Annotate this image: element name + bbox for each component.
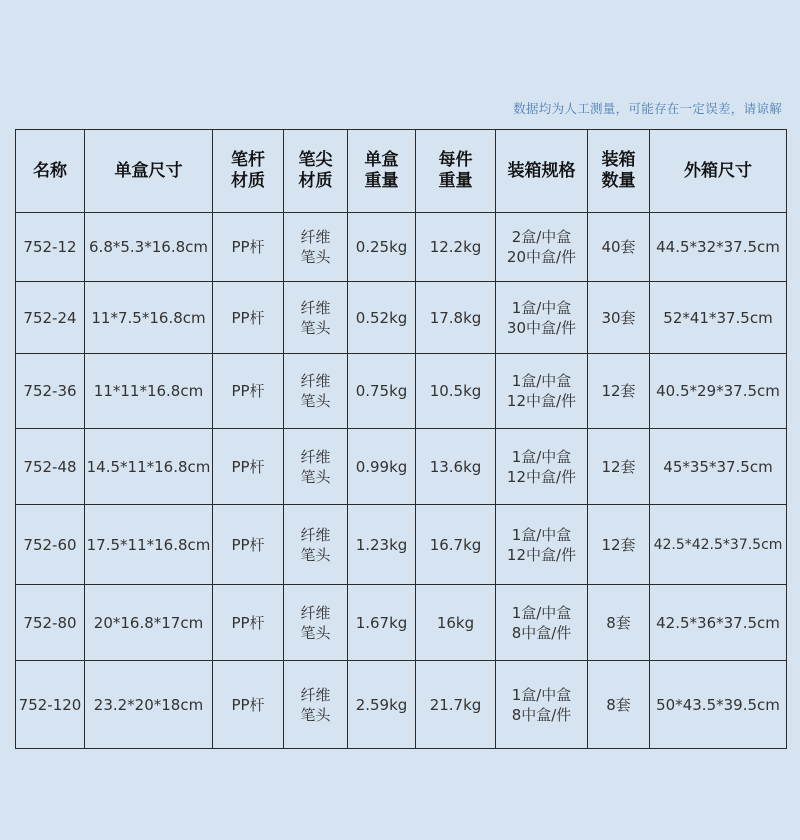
cell-box-size: 11*7.5*16.8cm (85, 282, 213, 354)
cell-carton-size: 45*35*37.5cm (650, 429, 787, 505)
cell-name: 752-80 (16, 585, 85, 661)
cell-barrel: PP杆 (213, 354, 284, 429)
cell-qty: 8套 (588, 661, 650, 749)
cell-packing: 1盒/中盒 8中盒/件 (496, 661, 588, 749)
table-row (16, 282, 787, 354)
cell-box-weight: 1.23kg (348, 505, 416, 585)
cell-box-weight: 0.52kg (348, 282, 416, 354)
cell-piece-weight: 16.7kg (416, 505, 496, 585)
header-carton-size: 外箱尺寸 (650, 130, 787, 213)
cell-carton-size: 40.5*29*37.5cm (650, 354, 787, 429)
cell-box-weight: 0.99kg (348, 429, 416, 505)
header-tip-material: 笔尖 材质 (284, 130, 348, 213)
cell-piece-weight: 21.7kg (416, 661, 496, 749)
cell-box-size: 11*11*16.8cm (85, 354, 213, 429)
header-box-size: 单盒尺寸 (85, 130, 213, 213)
cell-qty: 12套 (588, 354, 650, 429)
cell-tip: 纤维 笔头 (284, 661, 348, 749)
cell-packing: 1盒/中盒 30中盒/件 (496, 282, 588, 354)
cell-piece-weight: 12.2kg (416, 213, 496, 282)
cell-name: 752-12 (16, 213, 85, 282)
cell-box-weight: 0.25kg (348, 213, 416, 282)
table-row (16, 429, 787, 505)
cell-barrel: PP杆 (213, 429, 284, 505)
table-row (16, 354, 787, 429)
header-box-weight: 单盒 重量 (348, 130, 416, 213)
cell-packing: 1盒/中盒 12中盒/件 (496, 429, 588, 505)
cell-piece-weight: 16kg (416, 585, 496, 661)
cell-name: 752-48 (16, 429, 85, 505)
cell-tip: 纤维 笔头 (284, 585, 348, 661)
cell-piece-weight: 17.8kg (416, 282, 496, 354)
cell-qty: 30套 (588, 282, 650, 354)
cell-carton-size: 42.5*36*37.5cm (650, 585, 787, 661)
table-row (16, 505, 787, 585)
cell-barrel: PP杆 (213, 505, 284, 585)
table-row (16, 213, 787, 282)
cell-packing: 1盒/中盒 12中盒/件 (496, 505, 588, 585)
cell-box-size: 20*16.8*17cm (85, 585, 213, 661)
cell-qty: 12套 (588, 429, 650, 505)
header-barrel-material: 笔杆 材质 (213, 130, 284, 213)
cell-piece-weight: 13.6kg (416, 429, 496, 505)
header-packing-qty: 装箱 数量 (588, 130, 650, 213)
cell-box-size: 6.8*5.3*16.8cm (85, 213, 213, 282)
cell-name: 752-60 (16, 505, 85, 585)
header-row (16, 130, 787, 213)
cell-box-size: 14.5*11*16.8cm (85, 429, 213, 505)
cell-carton-size: 44.5*32*37.5cm (650, 213, 787, 282)
cell-packing: 2盒/中盒 20中盒/件 (496, 213, 588, 282)
cell-box-weight: 1.67kg (348, 585, 416, 661)
cell-tip: 纤维 笔头 (284, 282, 348, 354)
cell-barrel: PP杆 (213, 213, 284, 282)
cell-name: 752-36 (16, 354, 85, 429)
cell-name: 752-24 (16, 282, 85, 354)
cell-qty: 8套 (588, 585, 650, 661)
cell-box-weight: 2.59kg (348, 661, 416, 749)
cell-carton-size: 52*41*37.5cm (650, 282, 787, 354)
cell-box-weight: 0.75kg (348, 354, 416, 429)
cell-carton-size: 42.5*42.5*37.5cm (650, 505, 787, 585)
cell-box-size: 23.2*20*18cm (85, 661, 213, 749)
cell-packing: 1盒/中盒 12中盒/件 (496, 354, 588, 429)
header-piece-weight: 每件 重量 (416, 130, 496, 213)
cell-packing: 1盒/中盒 8中盒/件 (496, 585, 588, 661)
table-row (16, 585, 787, 661)
cell-tip: 纤维 笔头 (284, 213, 348, 282)
cell-tip: 纤维 笔头 (284, 505, 348, 585)
cell-qty: 40套 (588, 213, 650, 282)
cell-carton-size: 50*43.5*39.5cm (650, 661, 787, 749)
cell-barrel: PP杆 (213, 585, 284, 661)
table-row (16, 661, 787, 749)
cell-piece-weight: 10.5kg (416, 354, 496, 429)
cell-box-size: 17.5*11*16.8cm (85, 505, 213, 585)
cell-tip: 纤维 笔头 (284, 429, 348, 505)
measurement-disclaimer: 数据均为人工测量，可能存在一定误差，请谅解 (513, 101, 782, 116)
cell-name: 752-120 (16, 661, 85, 749)
header-packing-spec: 装箱规格 (496, 130, 588, 213)
product-spec-table (15, 129, 787, 749)
cell-qty: 12套 (588, 505, 650, 585)
cell-barrel: PP杆 (213, 282, 284, 354)
header-name: 名称 (16, 130, 85, 213)
cell-tip: 纤维 笔头 (284, 354, 348, 429)
cell-barrel: PP杆 (213, 661, 284, 749)
